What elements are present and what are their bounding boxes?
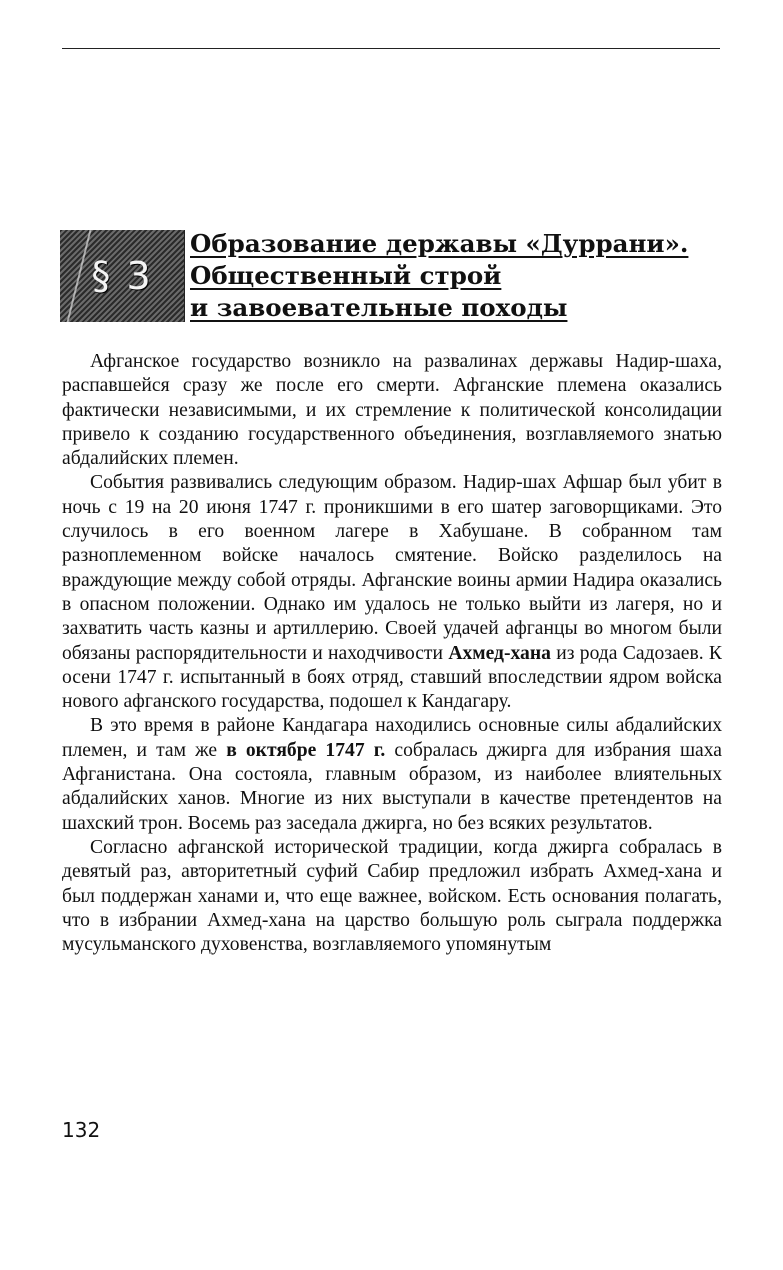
section-title — [190, 228, 710, 324]
bold-name-ahmed-khan: Ахмед-хана — [448, 642, 551, 664]
body-text — [62, 350, 722, 957]
section-title-line-3: и завоевательные походы — [190, 293, 568, 322]
section-number-badge — [60, 230, 185, 322]
page-number: 132 — [62, 1118, 101, 1142]
section-title-line-1: Образование державы «Дуррани». — [190, 229, 689, 258]
header-rule — [62, 48, 720, 49]
paragraph-3: В это время в районе Кандагара находились основные силы абдалийских племен, и там же в октябре 1747 г. собралась джирга для избрания шаха Афганистана. Она состояла, главным образом, из наиболее влиятельных абдалийских ханов. Многие из них выступали в качестве претендентов на шахский трон. Восемь раз заседала джирга, но без всяких результатов. — [62, 715, 722, 834]
bold-date-october-1747: в октябре 1747 г. — [226, 739, 386, 761]
paragraph-4: Согласно афганской исторической традиции, когда джирга собралась в девятый раз, авторитетный суфий Сабир предложил избрать Ахмед-хана и был поддержан ханами и, что еще важнее, войском. Есть основания полагать, что в избрании Ахмед-хана на царство большую роль сыграла поддержка мусульманского духовенства, возглавляемого упомянутым — [62, 836, 722, 956]
section-title-line-2: Общественный строй — [190, 261, 502, 290]
section-number: § 3 — [91, 254, 153, 298]
paragraph-1: Афганское государство возникло на развалинах державы Надир-шаха, распавшейся сразу же после его смерти. Афганские племена оказались фактически независимыми, и их стремление к политической консолидации привело к созданию государственного объединения, возглавляемого знатью абдалийских племен. — [62, 351, 722, 470]
paragraph-2: События развивались следующим образом. Надир-шах Афшар был убит в ночь с 19 на 20 июня 1747 г. проникшими в его шатер заговорщиками. Это случилось в его военном лагере в Хабушане. В собранном там разноплеменном войске началось смятение. Войско разделилось на враждующие между собой отряды. Афганские воины армии Надира оказались в опасном положении. Однако им удалось не только выйти из лагеря, но и захватить часть казны и артиллерию. Своей удачей афганцы во многом были обязаны распорядительности и находчивости Ахмед-хана из рода Садозаев. К осени 1747 г. испытанный в боях отряд, ставший впоследствии ядром войска нового афганского государства, подошел к Кандагару. — [62, 472, 722, 713]
